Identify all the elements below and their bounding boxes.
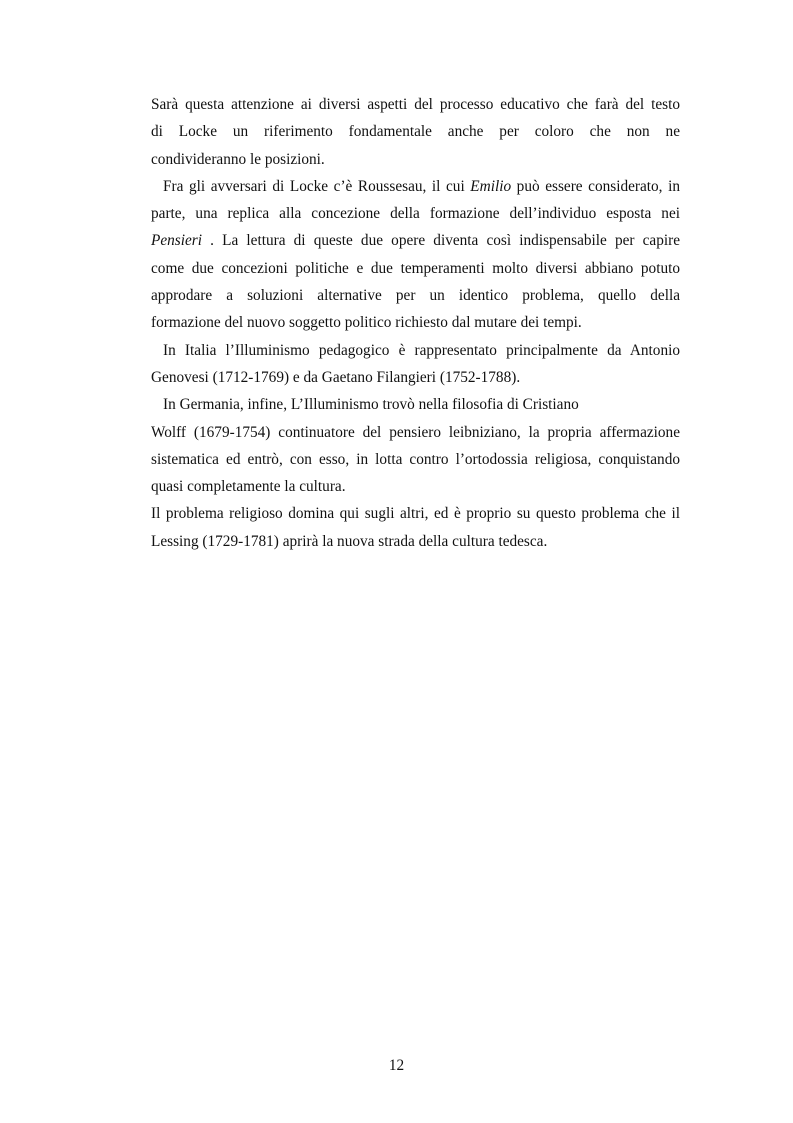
text-line: quasi completamente la cultura. [151,478,346,496]
text-line: Genovesi (1712-1769) e da Gaetano Filangieri (1752-1788). [151,368,521,386]
text-line: formazione del nuovo soggetto politico richiesto dal mutare dei tempi. [151,314,582,332]
paragraph [151,91,680,173]
book-title-emilio: Emilio [470,177,512,195]
text-line: Sarà questa attenzione ai diversi aspetti del processo educativo che farà del testo [151,96,680,113]
text-span: può essere considerato, in [511,177,680,195]
page-number: 12 [388,1057,405,1074]
paragraph [151,173,680,337]
paragraph [151,500,680,555]
text-span: Fra gli avversari di Locke c’è Roussesau, il cui [163,177,471,195]
text-line: di Locke un riferimento fondamentale anche per coloro che non ne [151,123,680,141]
text-line: Wolff (1679-1754) continuatore del pensiero leibniziano, la propria affermazione [151,423,680,441]
text-line [151,227,680,254]
text-line: Lessing (1729-1781) aprirà la nuova strada della cultura tedesca. [151,532,548,550]
text-line: In Italia l’Illuminismo pedagogico è rappresentato principalmente da Antonio [163,341,680,359]
text-line [151,173,680,200]
book-title-pensieri: Pensieri [151,232,202,250]
text-line: In Germania, infine, L’Illuminismo trovò nella filosofia di Cristiano [163,396,579,414]
text-line: Il problema religioso domina qui sugli altri, ed è proprio su questo problema che il [151,505,680,523]
text-span: . La lettura di queste due opere diventa così indispensabile per capire [201,232,680,250]
text-line: condivideranno le posizioni. [151,150,325,168]
text-line: come due concezioni politiche e due temperamenti molto diversi abbiano potuto [151,259,680,277]
paragraph [151,391,680,500]
paragraph [151,337,680,392]
text-line: parte, una replica alla concezione della formazione dell’individuo esposta nei [151,205,680,223]
body-text [151,91,680,555]
text-line: sistematica ed entrò, con esso, in lotta contro l’ortodossia religiosa, conquistando [151,450,680,468]
text-line: approdare a soluzioni alternative per un identico problema, quello della [151,287,680,305]
